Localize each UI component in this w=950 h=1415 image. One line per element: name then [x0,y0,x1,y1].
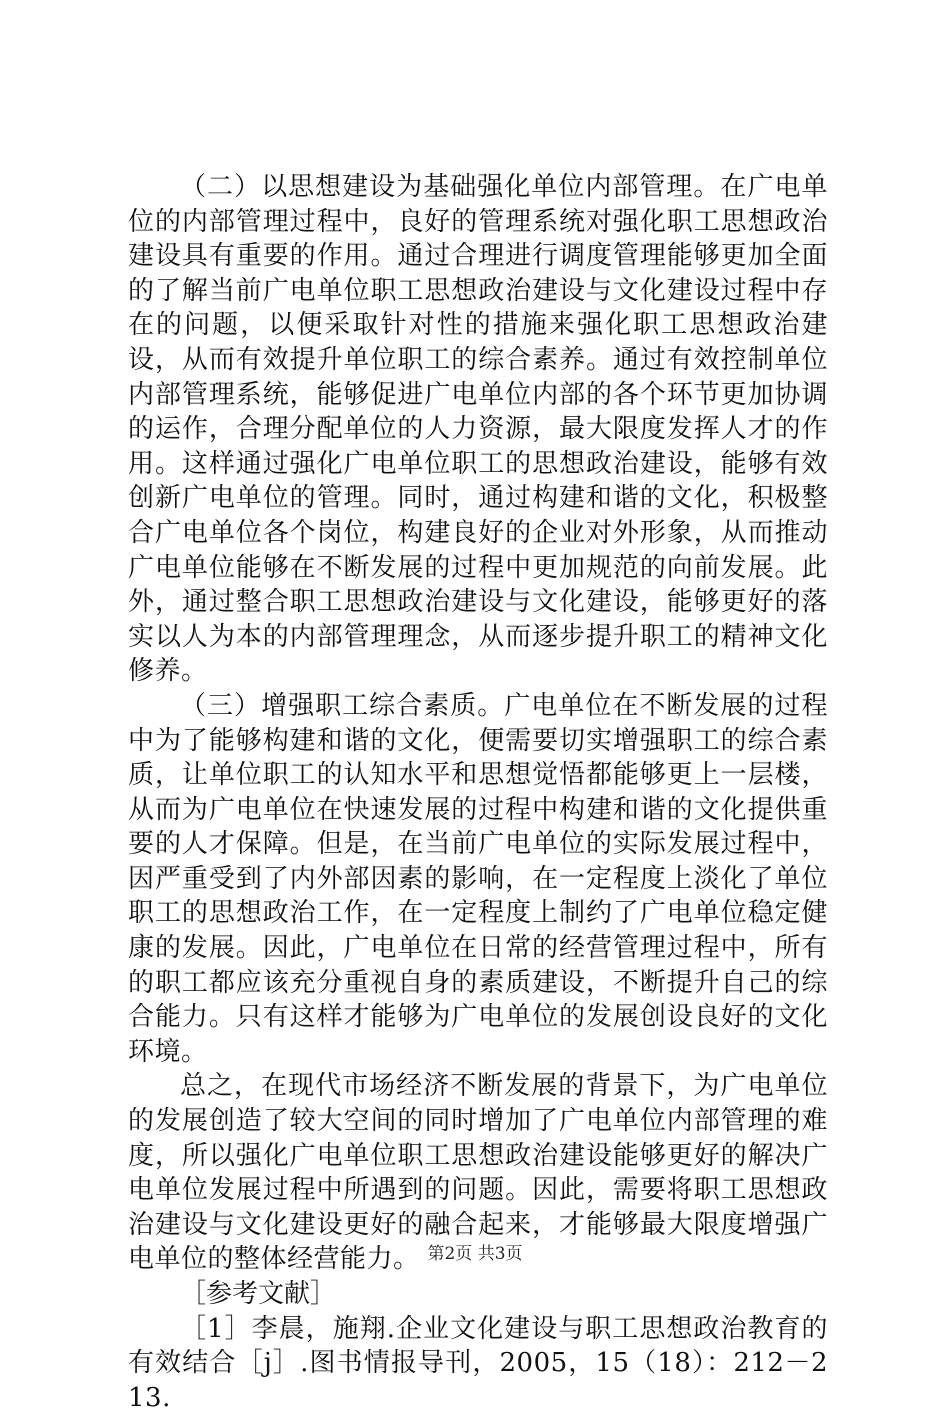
paragraph-conclusion: 总之，在现代市场经济不断发展的背景下，为广电单位的发展创造了较大空间的同时增加了广电单位内部管理的难度，所以强化广电单位职工思想政治建设能够更好的解决广电单位发展过程中所遇到的问题。因此，需要将职工思想政治建设与文化建设更好的融合起来，才能够最大限度增强广电单位的整体经营能力。 [128,1071,828,1275]
reference-item: ［1］李晨，施翔.企业文化建设与职工思想政治教育的有效结合［j］.图书情报导刊，2005，15（18）：212－213. [128,1313,828,1413]
paragraph-section-two: （二）以思想建设为基础强化单位内部管理。在广电单位的内部管理过程中，良好的管理系统对强化职工思想政治建设具有重要的作用。通过合理进行调度管理能够更加全面的了解当前广电单位职工思想政治建设与文化建设过程中存在的问题，以便采取针对性的措施来强化职工思想政治建设，从而有效提升单位职工的综合素养。通过有效控制单位内部管理系统，能够促进广电单位内部的各个环节更加协调的运作，合理分配单位的人力资源，最大限度发挥人才的作用。这样通过强化广电单位职工的思想政治建设，能够有效创新广电单位的管理。同时，通过构建和谐的文化，积极整合广电单位各个岗位，构建良好的企业对外形象，从而推动广电单位能够在不断发展的过程中更加规范的向前发展。此外，通过整合职工思想政治建设与文化建设，能够更好的落实以人为本的内部管理理念，从而逐步提升职工的精神文化修养。 [128,172,828,687]
paragraph-section-three: （三）增强职工综合素质。广电单位在不断发展的过程中为了能够构建和谐的文化，便需要切实增强职工的综合素质，让单位职工的认知水平和思想觉悟都能够更上一层楼，从而为广电单位在快速发展的过程中构建和谐的文化提供重要的人才保障。但是，在当前广电单位的实际发展过程中，因严重受到了内外部因素的影响，在一定程度上淡化了单位职工的思想政治工作，在一定程度上制约了广电单位稳定健康的发展。因此，广电单位在日常的经营管理过程中，所有的职工都应该充分重视自身的素质建设，不断提升自己的综合能力。只有这样才能够为广电单位的发展创设良好的文化环境。 [128,690,828,1067]
document-body [128,170,828,1415]
references-heading: ［参考文献］ [180,1279,337,1309]
page-footer: 第2页 共3页 [427,1244,523,1264]
